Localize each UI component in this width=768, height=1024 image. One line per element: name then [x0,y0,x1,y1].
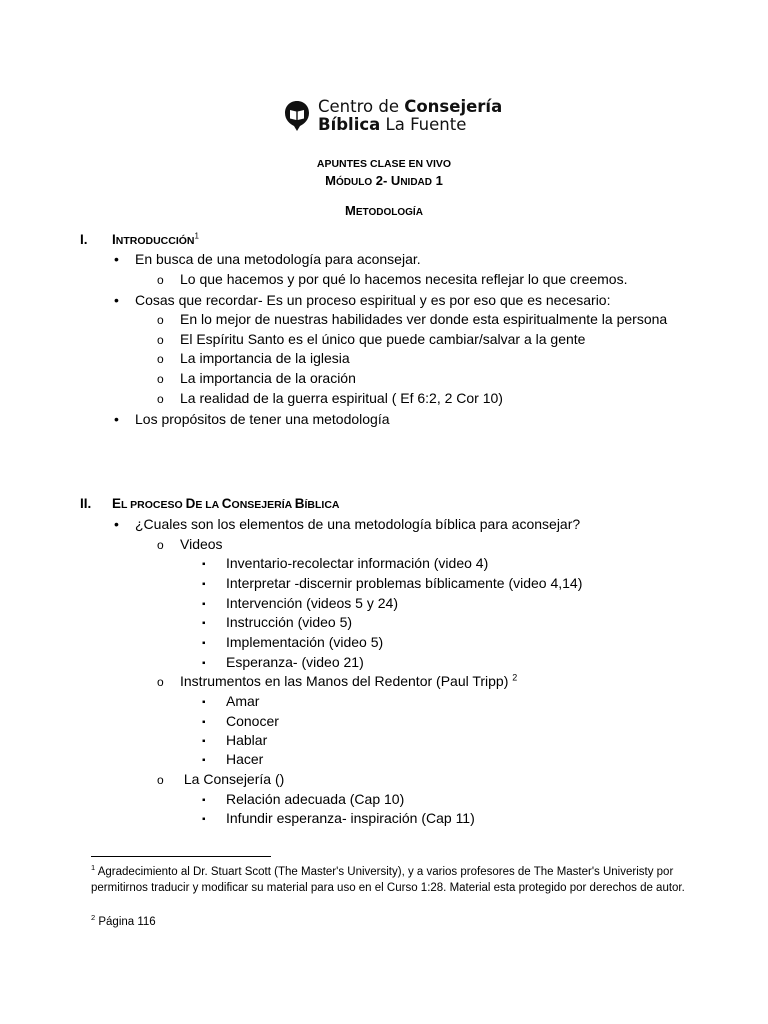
footnote-2-number: 2 [91,913,96,923]
video-item: Esperanza- (video 21) [226,654,364,670]
s1-bullet1: En busca de una metodología para aconsejar. [135,251,421,267]
square-mark: ▪ [202,697,206,708]
list-item [157,350,350,366]
hl2-end: 1 [431,173,443,188]
list-item [114,411,390,427]
s1-bullet3: Los propósitos de tener una metodología [135,411,390,427]
list-item [157,311,667,327]
header-line1: APUNTES CLASE EN VIVO [316,158,452,170]
list-item [202,751,263,767]
video-item: Intervención (videos 5 y 24) [226,595,398,611]
s1-title-rest: NTRODUCCIÓN [115,235,195,247]
logo-text [318,98,502,134]
list-item [157,331,585,347]
section-1-heading [80,232,199,247]
s1-bullet2: Cosas que recordar- Es un proceso espiritual y es por eso que es necesario: [135,292,611,308]
logo-line2-bold: Bíblica [318,115,381,134]
s1-b2-sub: La importancia de la iglesia [180,350,350,366]
square-mark: ▪ [202,755,206,766]
s2-t: B [294,496,305,511]
footnote-1-number: 1 [91,863,96,873]
consejeria-label: La Consejería () [180,771,285,787]
circle-mark: o [157,538,164,552]
bullet-mark: • [114,251,119,267]
s1-title-i: I [112,232,116,247]
circle-mark: o [157,313,164,327]
s2-bullet1: ¿Cuales son los elementos de una metodología bíblica para aconsejar? [135,516,581,532]
list-item [114,251,421,267]
list-item [157,771,284,787]
instr-item: Hablar [226,732,268,748]
video-item: Instrucción (video 5) [226,614,353,630]
logo-line1-light: Centro de [318,97,405,116]
footnote-2-text: Página 116 [95,916,156,928]
list-item [202,614,352,630]
square-mark: ▪ [202,559,206,570]
instr-item: Conocer [226,713,279,729]
s2-t: ÍBLICA [304,499,340,511]
hl2-m: M [325,173,337,188]
list-item [202,732,267,748]
s1-bullet1-sub1: Lo que hacemos y por qué lo hacemos necesita reflejar lo que creemos. [180,271,628,287]
square-mark: ▪ [202,599,206,610]
footnote-ref-2[interactable]: 2 [512,672,518,683]
consejeria-item: Relación adecuada (Cap 10) [226,791,405,807]
logo [284,98,502,134]
s1-b2-sub: La importancia de la oración [180,370,356,386]
footnote-2 [91,914,691,930]
circle-mark: o [157,372,164,386]
logo-line1-bold: Consejería [404,97,503,116]
list-item [202,575,582,591]
instr-item: Amar [226,693,260,709]
circle-mark: o [157,773,164,787]
circle-mark: o [157,675,164,689]
footnote-1-text: Agradecimiento al Dr. Stuart Scott (The Master's University), y a varios profesores de The Master's Univeristy por permitirnos traducir y modificar su material para uso en el Curso 1:28. Material esta protegido por derechos de autor. [91,866,685,894]
list-item [202,693,259,709]
s1-b2-sub: En lo mejor de nuestras habilidades ver donde esta espiritualmente la persona [180,311,668,327]
s2-t: E LA [195,499,222,511]
circle-mark: o [157,273,164,287]
section-2-heading [80,496,340,511]
list-item [202,634,383,650]
square-mark: ▪ [202,814,206,825]
square-mark: ▪ [202,795,206,806]
videos-label: Videos [180,536,223,552]
logo-line2-light: La Fuente [380,115,467,134]
s1-b2-sub: El Espíritu Santo es el único que puede cambiar/salvar a la gente [180,331,586,347]
list-item [157,271,627,287]
page-title [0,203,768,218]
list-item [157,390,503,406]
s2-t: D [185,496,196,511]
list-item [202,713,279,729]
list-item [202,810,475,826]
bullet-mark: • [114,292,119,308]
hl2-mid: 2- [372,173,391,188]
circle-mark: o [157,352,164,366]
list-item [202,654,364,670]
footnote-divider [91,856,271,857]
circle-mark: o [157,333,164,347]
list-item [114,516,580,532]
video-item: Interpretar -discernir problemas bíblicamente (video 4,14) [226,575,583,591]
list-item [157,536,223,552]
bullet-mark: • [114,516,119,532]
footnote-1 [91,864,691,896]
s2-t: E [112,496,122,511]
footnote-ref-1[interactable]: 1 [194,231,199,241]
square-mark: ▪ [202,579,206,590]
title-m: M [345,203,356,218]
hl2-nidad: NIDAD [400,177,432,188]
square-mark: ▪ [202,736,206,747]
list-item [157,370,356,386]
square-mark: ▪ [202,658,206,669]
section-2-number: II. [80,496,92,511]
s2-t: L PROCESO [121,499,186,511]
circle-mark: o [157,392,164,406]
list-item [202,791,404,807]
square-mark: ▪ [202,717,206,728]
video-item: Implementación (video 5) [226,634,384,650]
section-1-number: I. [80,232,88,247]
list-item [202,555,488,571]
title-rest: ETODOLOGÍA [355,207,423,218]
header-line2 [0,173,768,188]
list-item [157,673,517,689]
hl2-odulo: ÓDULO [336,177,373,188]
hl2-u: U [390,173,401,188]
list-item [114,292,610,308]
s2-t: C [221,496,232,511]
book-chat-icon [284,100,310,132]
instr-item: Hacer [226,751,264,767]
square-mark: ▪ [202,638,206,649]
list-item [202,595,398,611]
square-mark: ▪ [202,618,206,629]
bullet-mark: • [114,411,119,427]
s1-b2-sub: La realidad de la guerra espiritual ( Ef 6:2, 2 Cor 10) [180,390,503,406]
consejeria-item: Infundir esperanza- inspiración (Cap 11) [226,810,475,826]
video-item: Inventario-recolectar información (video 4) [226,555,489,571]
instr-label: Instrumentos en las Manos del Redentor (Paul Tripp) [180,673,513,689]
s2-t: ONSEJERÍA [231,499,295,511]
